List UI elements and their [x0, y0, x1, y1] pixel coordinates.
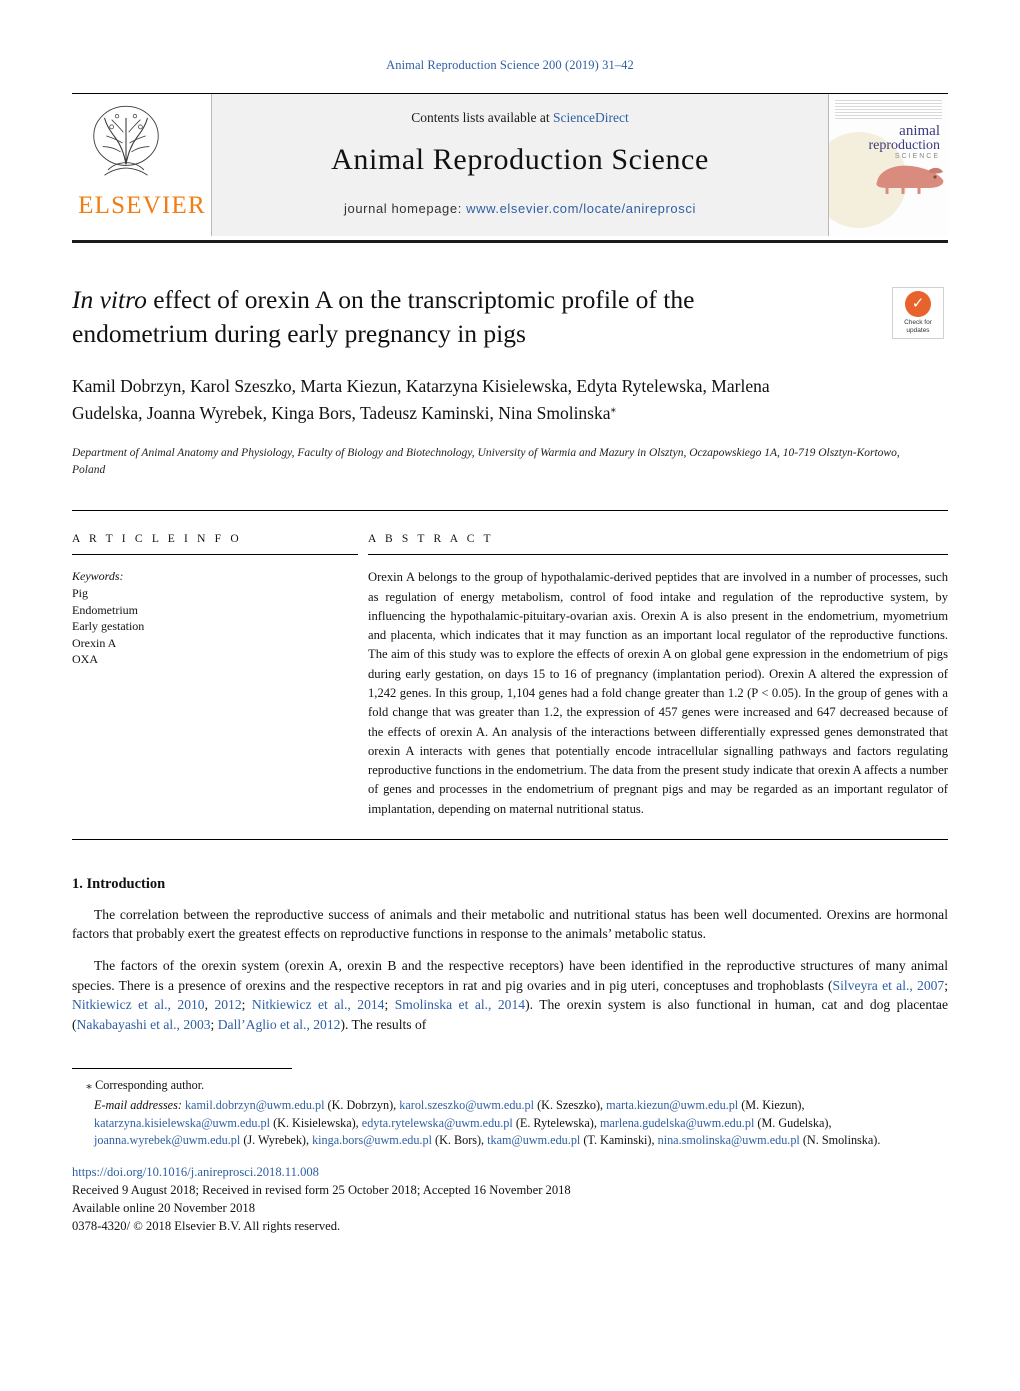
intro-p2-text-b: ). The orexin system is also functional in human, cat and dog placentae ( [72, 997, 948, 1032]
publication-footer [72, 1164, 948, 1236]
footnotes-block [72, 1077, 948, 1150]
cover-top-lines [835, 100, 942, 120]
running-head: Animal Reproduction Science 200 (2019) 31–42 [386, 58, 634, 72]
cover-pig-icon [869, 156, 947, 196]
citation-link[interactable]: Silveyra et al., 2007 [832, 977, 945, 993]
email-owner: (J. Wyrebek), [243, 1133, 310, 1148]
page-title [72, 283, 772, 351]
crossmark-label-line1: Check for [904, 319, 932, 326]
email-link[interactable]: joanna.wyrebek@uwm.edu.pl [94, 1133, 241, 1148]
elsevier-wordmark: ELSEVIER [78, 192, 206, 219]
email-link[interactable]: edyta.rytelewska@uwm.edu.pl [361, 1115, 513, 1130]
journal-cover-thumbnail [828, 94, 948, 236]
homepage-prefix: journal homepage: [344, 201, 467, 216]
abstract-text: Orexin A belongs to the group of hypothalamic-derived peptides that are involved in a number of processes, such as regulation of energy metabolism, control of food intake and regulation of the reproductive system, by influencing the hypothalamic-pituitary-ovarian axis. Orexin A is also present in the endometrium, myometrium and placenta, which indicates that it may function as an important local regulator of the reproductive functions. The aim of this study was to explore the effects of orexin A on global gene expression in the endometrium of pigs during early gestation, on days 15 to 16 of pregnancy (implantation period). Orexin A altered the expression of 1,242 genes. In this group, 1,104 genes had a fold change greater than 1.2 (P < 0.05). In the group of genes with a fold change that was greater than 1.2, the expression of 457 genes were increased and 647 decreased because of the effects of orexin A. An analysis of the interactions between differentially expressed genes demonstrated that orexin A interacts with genes that potentially encode intracellular signalling pathways and factors regulating reproductive functions in the endometrium. The data from the present study indicate that orexin A affects a number of genes and processes in the endometrium of pregnant pigs and may be regarded as an important regulator of implantation, depending on maternal nutritional status. [368, 570, 948, 816]
cover-title [868, 124, 940, 160]
contents-prefix: Contents lists available at [411, 110, 553, 125]
keyword-item: Early gestation [72, 619, 145, 634]
sciencedirect-link[interactable]: ScienceDirect [553, 110, 629, 125]
keyword-item: OXA [72, 652, 98, 667]
available-online: Available online 20 November 2018 [72, 1200, 256, 1215]
doi-link[interactable]: https://doi.org/10.1016/j.anireprosci.2018.11.008 [72, 1164, 319, 1179]
publisher-logo-cell [72, 94, 212, 236]
author-list [72, 373, 792, 427]
email-owner: (K. Kisielewska), [273, 1115, 359, 1130]
intro-p2-text-a: The factors of the orexin system (orexin A, orexin B and the respective receptors) have been identified in the reproductive structures of many animal species. There is a presence of orexins and the respective receptors in rat and pig ovaries and in pig uteri, conceptuses and trophoblasts ( [72, 957, 948, 993]
crossmark-label-line2: updates [906, 327, 930, 334]
citation-link[interactable]: Nitkiewicz et al., 2014 [251, 997, 385, 1013]
title-rest-part: effect of orexin A on the transcriptomic profile of the endometrium during early pregnancy in pigs [72, 285, 695, 348]
masthead-center [212, 94, 828, 236]
email-owner: (K. Szeszko), [537, 1097, 604, 1112]
keywords-block [72, 568, 358, 667]
title-block [72, 283, 948, 478]
info-abstract-columns [72, 533, 948, 818]
keyword-item: Pig [72, 585, 89, 600]
intro-paragraph-1: The correlation between the reproductive success of animals and their metabolic and nutritional status has been well documented. Orexins are hormonal factors that probably exert the greatest effects on reproductive functions in response to the animals’ metabolic status. [72, 906, 948, 942]
authors-text: Kamil Dobrzyn, Karol Szeszko, Marta Kiezun, Katarzyna Kisielewska, Edyta Rytelewska, Marlena Gudelska, Joanna Wyrebek, Kinga Bors, Tadeusz Kaminski, Nina Smolinska [72, 375, 770, 423]
journal-homepage-line [212, 201, 828, 216]
citation-link[interactable]: Smolinska et al., 2014 [394, 997, 526, 1013]
email-link[interactable]: nina.smolinska@uwm.edu.pl [657, 1133, 800, 1148]
elsevier-tree-icon [80, 100, 172, 186]
footnote-rule [72, 1068, 292, 1069]
corresponding-author-note: ⁎ Corresponding author. [86, 1078, 205, 1093]
email-link[interactable]: katarzyna.kisielewska@uwm.edu.pl [94, 1115, 271, 1130]
keyword-item: Endometrium [72, 602, 138, 617]
email-link[interactable]: marlena.gudelska@uwm.edu.pl [599, 1115, 755, 1130]
journal-masthead [72, 93, 948, 243]
citation-link[interactable]: Nakabayashi et al., 2003 [76, 1016, 211, 1032]
abstract-column [368, 533, 948, 818]
keywords-label: Keywords: [72, 569, 124, 584]
cover-title-line3: SCIENCE [894, 153, 940, 160]
email-link[interactable]: marta.kiezun@uwm.edu.pl [606, 1097, 739, 1112]
citation-link[interactable]: Dall’Aglio et al., 2012 [217, 1016, 341, 1032]
crossmark-check-icon: ✓ [905, 291, 931, 317]
email-link[interactable]: tkam@uwm.edu.pl [487, 1133, 581, 1148]
email-link[interactable]: kinga.bors@uwm.edu.pl [312, 1133, 432, 1148]
intro-p2-text-c: ). The results of [340, 1016, 427, 1032]
email-label: E-mail addresses: [94, 1097, 182, 1112]
email-owner: (M. Gudelska), [757, 1115, 832, 1130]
affiliation: Department of Animal Anatomy and Physiology, Faculty of Biology and Biotechnology, University of Warmia and Mazury in Olsztyn, Oczapowskiego 1A, 10-719 Olsztyn-Kortowo, Poland [72, 447, 900, 476]
cover-title-line1: animal [899, 123, 940, 139]
email-owner: (M. Kiezun), [741, 1097, 805, 1112]
email-owner: (K. Dobrzyn), [327, 1097, 397, 1112]
article-info-heading: A R T I C L E I N F O [72, 533, 242, 546]
email-owner: (T. Kaminski), [583, 1133, 655, 1148]
intro-paragraph-2: The factors of the orexin system (orexin A, orexin B and the respective receptors) have been identified in the reproductive structures of many animal species. There is a presence of orexins and the respective receptors in rat and pig ovaries and in pig uteri, conceptuses and trophoblasts (Silveyra et al., 2007; Nitkiewicz et al., 2010, 2012; Nitkiewicz et al., 2014; Smolinska et al., 2014). The orexin system is also functional in human, cat and dog placentae (Nakabayashi et al., 2003; Dall’Aglio et al., 2012). The results of [72, 957, 948, 1032]
section-heading-introduction: 1. Introduction [72, 875, 166, 892]
abstract-bottom-rule [72, 839, 948, 840]
citation-link[interactable]: Nitkiewicz et al., 2010 [72, 997, 205, 1013]
abstract-heading: A B S T R A C T [368, 533, 494, 546]
keyword-item: Orexin A [72, 635, 117, 650]
email-link[interactable]: kamil.dobrzyn@uwm.edu.pl [184, 1097, 325, 1112]
email-owner: (K. Bors), [435, 1133, 485, 1148]
article-info-rule [72, 554, 358, 555]
title-italic-part: In vitro [72, 285, 147, 314]
received-dates: Received 9 August 2018; Received in revised form 25 October 2018; Accepted 16 November 2018 [72, 1182, 571, 1197]
copyright-line: 0378-4320/ © 2018 Elsevier B.V. All rights reserved. [72, 1218, 341, 1233]
email-link[interactable]: karol.szeszko@uwm.edu.pl [399, 1097, 535, 1112]
citation-link[interactable]: 2012 [214, 997, 242, 1013]
email-owner: (E. Rytelewska), [515, 1115, 597, 1130]
cover-title-line2: reproduction [868, 138, 940, 153]
abstract-rule [368, 554, 948, 555]
corresponding-author-marker: ⁎ [610, 403, 617, 416]
article-info-column [72, 533, 368, 818]
email-owner: (N. Smolinska). [802, 1133, 881, 1148]
crossmark-badge[interactable] [892, 287, 946, 341]
email-addresses-note [94, 1097, 948, 1150]
contents-line [212, 94, 828, 126]
journal-homepage-link[interactable]: www.elsevier.com/locate/anireprosci [466, 201, 696, 216]
info-top-rule [72, 510, 948, 511]
journal-title: Animal Reproduction Science [331, 143, 709, 176]
